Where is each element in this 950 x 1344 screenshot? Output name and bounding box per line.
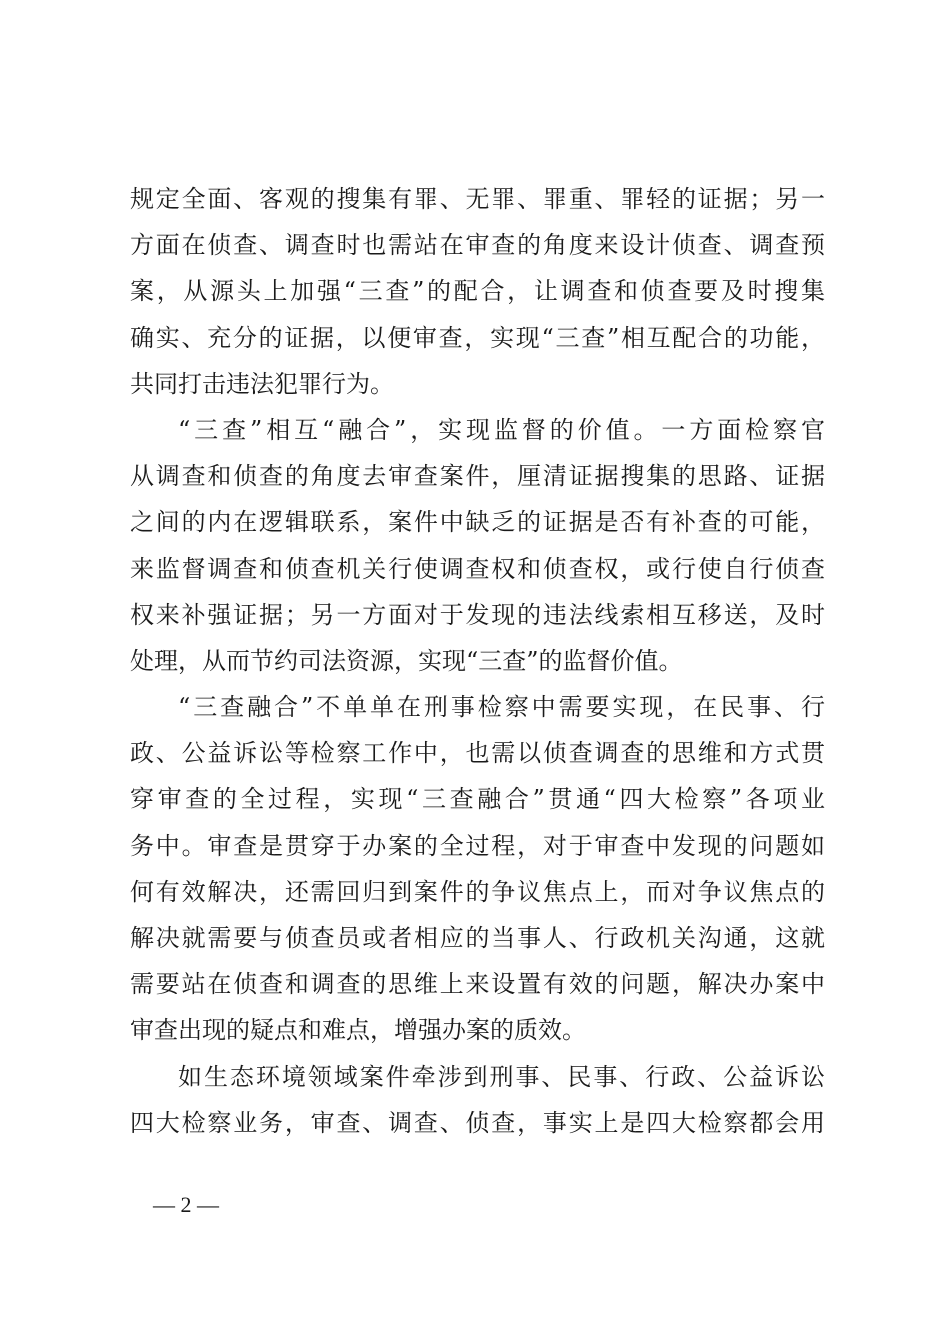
page-number: — 2 —: [153, 1192, 219, 1217]
text-line: 审查出现的疑点和难点，增强办案的质效。: [130, 1016, 586, 1045]
text-line: 权来补强证据；另一方面对于发现的违法线索相互移送，及时: [130, 600, 825, 629]
text-line: 确实、充分的证据，以便审查，实现“三查”相互配合的功能，: [130, 323, 825, 352]
text-line: 解决就需要与侦查员或者相应的当事人、行政机关沟通，这就: [130, 924, 825, 952]
text-line: 政、公益诉讼等检察工作中，也需以侦查调查的思维和方式贯: [130, 739, 825, 768]
text-line: 需要站在侦查和调查的思维上来设置有效的问题，解决办案中: [130, 970, 825, 999]
text-line: 规定全面、客观的搜集有罪、无罪、罪重、罪轻的证据；另一: [130, 185, 825, 213]
text-line: 处理，从而节约司法资源，实现“三查”的监督价值。: [130, 646, 683, 675]
text-line: 共同打击违法犯罪行为。: [130, 369, 394, 398]
text-line: “三查”相互“融合”，实现监督的价值。一方面检察官: [178, 415, 825, 444]
text-line: 从调查和侦查的角度去审查案件，厘清证据搜集的思路、证据: [130, 462, 825, 491]
text-line: 四大检察业务，审查、调查、侦查，事实上是四大检察都会用: [130, 1108, 825, 1137]
text-line: 如生态环境领域案件牵涉到刑事、民事、行政、公益诉讼: [178, 1062, 825, 1091]
text-line: 来监督调查和侦查机关行使调查权和侦查权，或行使自行侦查: [130, 554, 825, 583]
text-line: 方面在侦查、调查时也需站在审查的角度来设计侦查、调查预: [130, 231, 825, 260]
text-line: 穿审查的全过程，实现“三查融合”贯通“四大检察”各项业: [130, 785, 825, 814]
text-line: “三查融合”不单单在刑事检察中需要实现，在民事、行: [178, 693, 825, 722]
body-text: [130, 176, 825, 1146]
text-line: 案，从源头上加强“三查”的配合，让调查和侦查要及时搜集: [130, 277, 825, 306]
text-line: 之间的内在逻辑联系，案件中缺乏的证据是否有补查的可能，: [130, 508, 825, 537]
text-line: 何有效解决，还需回归到案件的争议焦点上，而对争议焦点的: [130, 877, 825, 906]
text-line: 务中。审查是贯穿于办案的全过程，对于审查中发现的问题如: [130, 831, 825, 860]
